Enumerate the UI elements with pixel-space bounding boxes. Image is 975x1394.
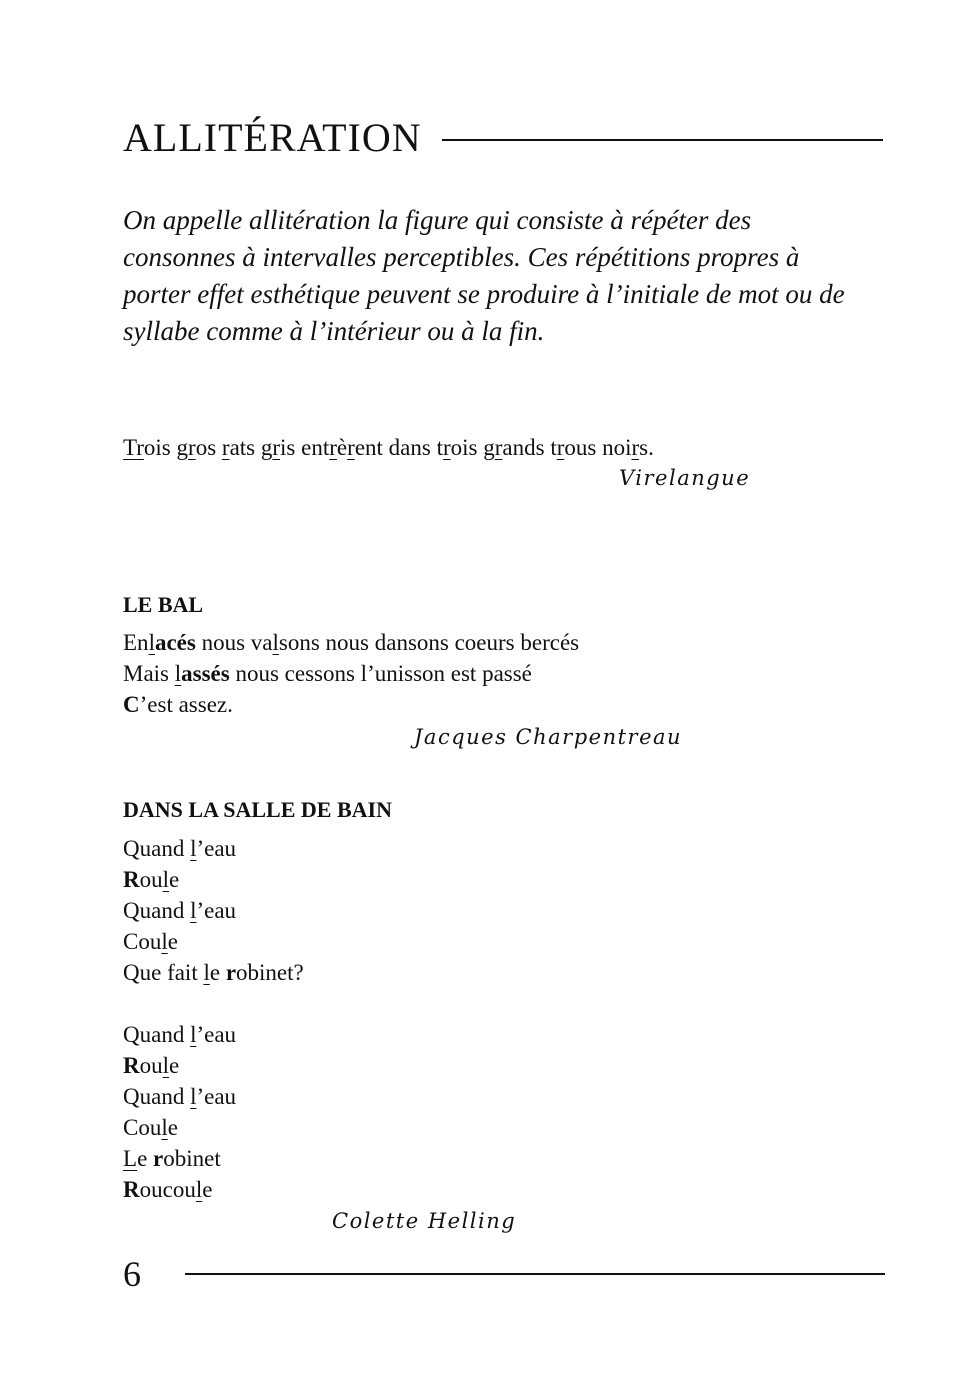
- definition-paragraph: [123, 202, 883, 350]
- page-number: 6: [123, 1254, 141, 1294]
- poem-line: Quand l’eau: [123, 898, 237, 923]
- poem-line: Quand l’eau: [123, 836, 237, 861]
- poem-line: C’est assez.: [123, 692, 233, 717]
- salle-de-bain-title: DANS LA SALLE DE BAIN: [123, 797, 392, 822]
- definition-line: porter effet esthétique peuvent se produire à l’initiale de mot ou de: [123, 279, 845, 309]
- poem-line: Quand l’eau: [123, 1084, 237, 1109]
- poem-line: Enlacés nous valsons nous dansons coeurs bercés: [123, 630, 580, 655]
- poem-line: Coule: [123, 929, 178, 954]
- page-title: ALLITÉRATION: [123, 115, 422, 160]
- header-rule: [442, 139, 883, 141]
- salle-de-bain-author: Colette Helling: [332, 1209, 517, 1233]
- poem-line: Que fait le robinet?: [123, 960, 304, 985]
- poem-line: Mais lassés nous cessons l’unisson est passé: [123, 661, 532, 686]
- poem-line: Le robinet: [123, 1146, 221, 1171]
- poem-line: Roucoule: [123, 1177, 213, 1202]
- poem-line: Quand l’eau: [123, 1022, 237, 1047]
- poem-line: Coule: [123, 1115, 178, 1140]
- definition-line: syllabe comme à l’intérieur ou à la fin.: [123, 316, 545, 346]
- le-bal-poem: [123, 627, 579, 720]
- salle-de-bain-stanza-1: [123, 833, 304, 988]
- le-bal-title: LE BAL: [123, 592, 204, 617]
- le-bal-author: Jacques Charpentreau: [414, 725, 683, 749]
- poem-line: Roule: [123, 867, 180, 892]
- footer-rule: [185, 1273, 885, 1275]
- page-footer: [123, 1252, 885, 1296]
- salle-de-bain-stanza-2: [123, 1019, 236, 1205]
- virelangue-line: Trois gros rats gris entrèrent dans trois grands trous noirs.: [123, 435, 654, 460]
- poem-line: Roule: [123, 1053, 180, 1078]
- definition-line: consonnes à intervalles perceptibles. Ces répétitions propres à: [123, 242, 800, 272]
- virelangue-attribution: Virelangue: [619, 466, 751, 490]
- page-header: [123, 112, 883, 164]
- definition-line: On appelle allitération la figure qui consiste à répéter des: [123, 205, 752, 235]
